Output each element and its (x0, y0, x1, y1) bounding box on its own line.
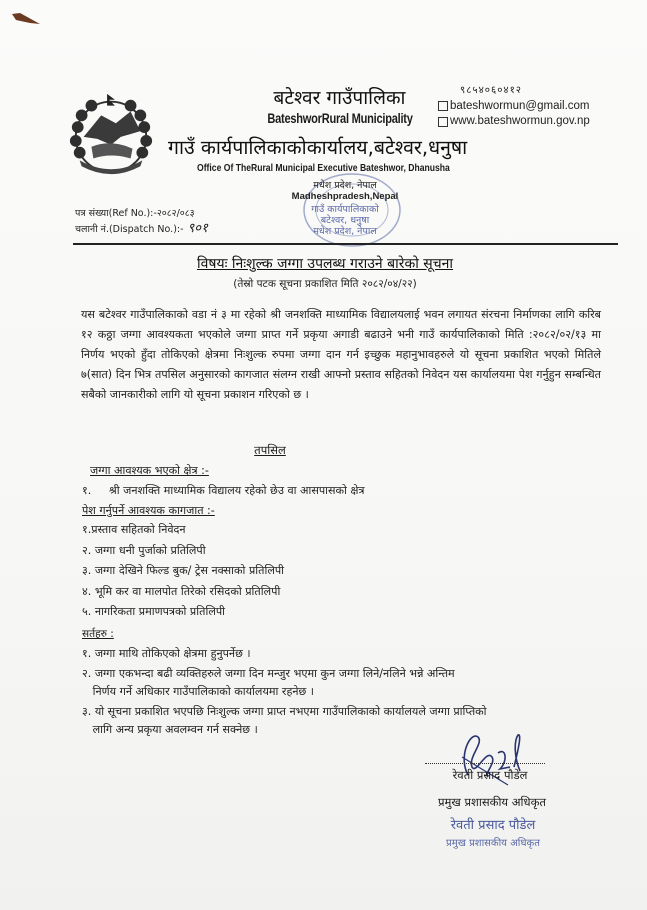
email-icon (438, 101, 448, 111)
name-stamp: रेवती प्रसाद पौडेल (450, 818, 536, 833)
doc-item: १.प्रस्ताव सहितको निवेदन (82, 523, 186, 536)
dispatch-label: चलानी नं.(Dispatch No.):- (75, 224, 184, 235)
province-np: मधेश प्रदेश, नेपाल (313, 180, 377, 191)
phone-number: ९८५४०६०४१२ (460, 85, 522, 96)
condition-item: ३. यो सूचना प्रकाशित भएपछि निःशुल्क जग्गा प्राप्त नभएमा गाउँपालिकाको कार्यालयले जग्गा प्राप्तिको (82, 705, 487, 718)
dispatch-value: ९०१ (187, 221, 208, 236)
doc-item: २. जग्गा धनी पुर्जाको प्रतिलिपी (82, 544, 206, 557)
email-address: bateshwormun@gmail.com (450, 99, 590, 112)
ink-mark (10, 12, 42, 26)
doc-item: ५. नागरिकता प्रमाणपत्रको प्रतिलिपी (82, 605, 226, 618)
dispatch-number-row (75, 221, 208, 237)
area-heading: जग्गा आवश्यक भएको क्षेत्र :- (90, 464, 209, 477)
signatory-name: रेवती प्रसाद पौडेल (452, 768, 528, 782)
seal-line-2: बटेश्वर, धनुषा (320, 215, 370, 226)
nepal-emblem-icon (62, 88, 160, 180)
doc-item: ४. भूमि कर वा मालपोत तिरेको रसिदको प्रतिलिपी (82, 585, 281, 598)
signature-line (425, 763, 545, 764)
doc-item: ३. जग्गा देखिने फिल्ड बुक/ ट्रेस नक्साको प्रतिलिपी (82, 564, 285, 577)
condition-item: २. जग्गा एकभन्दा बढी व्यक्तिहरुले जग्गा दिन मन्जुर भएमा कुन जग्गा लिने/नलिने भन्ने अन्तिम (82, 667, 455, 680)
notice-body: यस बटेश्वर गाउँपालिकाको वडा नं ३ मा रहेको श्री जनशक्ति माध्यामिक विद्यालयलाई भवन लगायत संरचना निर्माणका लागि करिब १२ कठ्ठा जग्गा आवश्यकता भएकोले जग्गा प्राप्त गर्ने प्रकृया अगाडी बढाउने भनी गाउँ कार्यपालिकाको मिति :२०८२/०२/१३ मा निर्णय भएको हुँदा तोकिएको क्षेत्रमा निःशुल्क रुपमा जग्गा दान गर्न इच्छुक महानुभावहरुले यो सूचना प्रकाशित भएको मितिले ७(सात) दिन भित्र तपसिल अनुसारको कागजात संलग्न राखी आफ्नो प्रस्ताव सहितको निवेदन यस कार्यालयमा पेश गर्नुहुन सम्बन्धित सबैको जानकारीको लागि यो सूचना प्रकाशन गरिएको छ । (81, 308, 601, 401)
condition-item: १. जग्गा माथि तोकिएको क्षेत्रमा हुनुपर्नेछ । (82, 647, 251, 660)
subject-title: विषयः निःशुल्क जग्गा उपलब्ध गराउने बारेको सूचना (196, 256, 454, 272)
municipality-name-en: BateshworRural Municipality (267, 111, 413, 126)
seal-line-1: गाउँ कार्यपालिकाको (311, 204, 379, 215)
area-item: १. श्री जनशक्ति माध्यामिक विद्यालय रहेको छेउ वा आसपासको क्षेत्र (82, 484, 365, 497)
province-en: Madheshpradesh,Nepal (291, 191, 399, 202)
schedule-title: तपसिल (254, 443, 286, 457)
ref-value: २०८२/०८३ (156, 208, 195, 219)
header-divider (73, 243, 618, 245)
condition-item: लागि अन्य प्रकृया अवलम्वन गर्न सक्नेछ । (82, 723, 258, 736)
ref-label: पत्र संख्या(Ref No.):- (75, 208, 157, 219)
website-row (438, 114, 618, 130)
municipality-name-np: बटेश्वर गाउँपालिका (273, 87, 406, 109)
office-name-np: गाउँ कार्यपालिकाकोकार्यालय,बटेश्वर,धनुषा (168, 136, 468, 159)
conditions-heading: सर्तहरु : (82, 628, 114, 640)
office-name-en: Office Of TheRural Municipal Executive Bateshwor, Dhanusha (197, 163, 450, 174)
subject-note: (तेस्रो पटक सूचना प्रकाशित मिति २०८२/०४/२२) (233, 278, 417, 290)
reference-block (75, 206, 208, 237)
title-stamp: प्रमुख प्रशासकीय अधिकृत (446, 838, 540, 849)
province-block (285, 180, 405, 237)
web-icon (438, 117, 448, 127)
email-row (438, 99, 618, 115)
website-address: www.bateshwormun.gov.np (450, 115, 590, 127)
condition-item: निर्णय गर्ने अधिकार गाउँपालिकाको कार्यालयमा रहनेछ । (82, 685, 315, 698)
signatory-title: प्रमुख प्रशासकीय अधिकृत (438, 795, 546, 809)
ref-number-row (75, 206, 208, 221)
contact-block (438, 83, 618, 130)
seal-line-3: मधेश प्रदेश, नेपाल (313, 226, 377, 237)
docs-heading: पेश गर्नुपर्ने आवश्यक कागजात :- (82, 504, 215, 517)
